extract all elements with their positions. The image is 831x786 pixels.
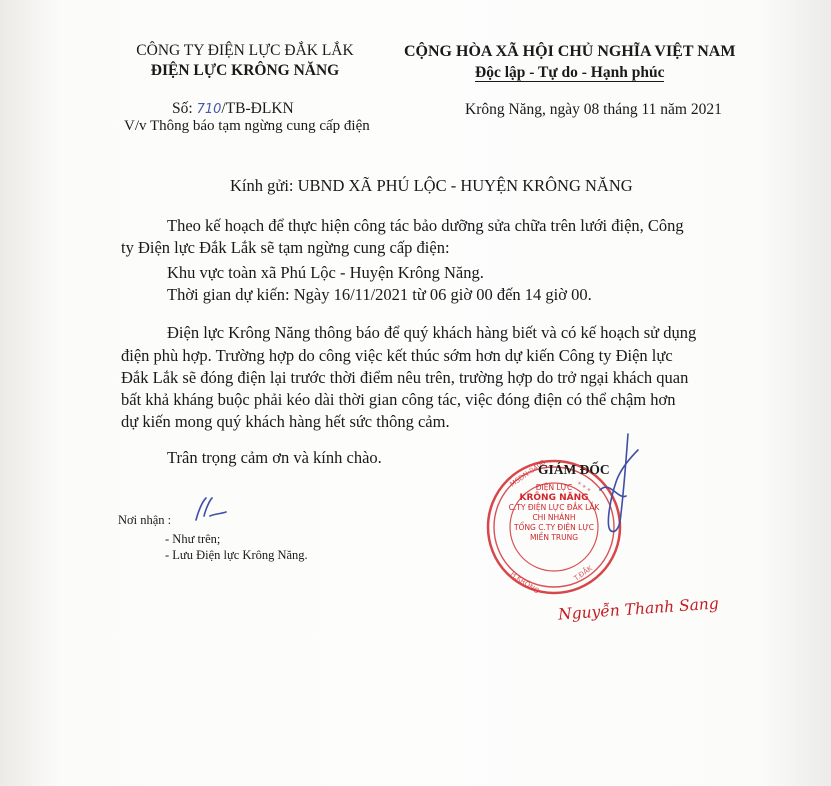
document-date: Krông Năng, ngày 08 tháng 11 năm 2021 xyxy=(465,101,722,118)
paragraph-2-line-3: Đắk Lắk sẽ đóng điện lại trước thời điểm nêu trên, trường hợp do trở ngại khách quan xyxy=(121,368,689,387)
time-line: Thời gian dự kiến: Ngày 16/11/2021 từ 06 giờ 00 đến 14 giờ 00. xyxy=(167,285,592,304)
signer-name: Nguyễn Thanh Sang xyxy=(557,594,720,624)
handwritten-number: 710 xyxy=(196,102,222,117)
closing-line: Trân trọng cảm ơn và kính chào. xyxy=(167,448,382,467)
org-unit-name: ĐIỆN LỰC KRÔNG NĂNG xyxy=(150,62,340,79)
stamp-inner-text: ĐIỆN LỰC KRÔNG NĂNG C.TY ĐIỆN LỰC ĐẮK LẮK CHI NHÁNH TỔNG C.TY ĐIỆN LỰC MIỀN TRUNG xyxy=(508,483,600,542)
signature-strokes xyxy=(570,430,650,550)
paragraph-2-line-1: Điện lực Krông Năng thông báo để quý khách hàng biết và có kế hoạch sử dụng xyxy=(167,323,697,342)
org-parent-name: CÔNG TY ĐIỆN LỰC ĐẮK LẮK xyxy=(136,42,354,59)
paragraph-1-line-2: ty Điện lực Đắk Lắk sẽ tạm ngừng cung cấp điện: xyxy=(121,238,450,257)
receivers-label: Nơi nhận : xyxy=(118,513,172,527)
receiver-item-2: - Lưu Điện lực Krông Năng. xyxy=(165,548,308,562)
svg-text:MSDN:0400: MSDN:0400 xyxy=(508,458,547,489)
paragraph-2-line-4: bất khả kháng buộc phải kéo dài thời gian công tác, việc đóng điện có thể chậm hơn xyxy=(121,390,676,409)
paragraph-2-line-2: điện phù hợp. Trường hợp do công việc kết thúc sớm hơn dự kiến Công ty Điện lực xyxy=(121,346,673,365)
svg-text:H.KRÔNG: H.KRÔNG xyxy=(508,570,541,596)
recipient-line: Kính gửi: UBND XÃ PHÚ LỘC - HUYỆN KRÔNG NĂNG xyxy=(230,176,633,195)
document-subject: V/v Thông báo tạm ngừng cung cấp điện xyxy=(124,118,370,134)
area-line: Khu vực toàn xã Phú Lộc - Huyện Krông Năng. xyxy=(167,263,484,282)
national-title: CỘNG HÒA XÃ HỘI CHỦ NGHĨA VIỆT NAM xyxy=(404,43,736,60)
svg-text:* * *: * * * xyxy=(574,480,592,496)
paragraph-2-line-5: dự kiến mong quý khách hàng hết sức thông cảm. xyxy=(121,412,450,431)
initials-mark xyxy=(188,494,228,524)
svg-text:T.ĐẮK: T.ĐẮK xyxy=(572,564,594,583)
org-header xyxy=(110,42,380,80)
national-motto: Độc lập - Tự do - Hạnh phúc xyxy=(475,64,665,81)
paragraph-1-line-1: Theo kế hoạch để thực hiện công tác bảo dưỡng sửa chữa trên lưới điện, Công xyxy=(167,216,684,235)
receiver-item-1: - Như trên; xyxy=(165,532,221,546)
document-number: Số: 710/TB-ĐLKN xyxy=(172,100,294,117)
signer-title: GIÁM ĐỐC xyxy=(538,462,610,477)
